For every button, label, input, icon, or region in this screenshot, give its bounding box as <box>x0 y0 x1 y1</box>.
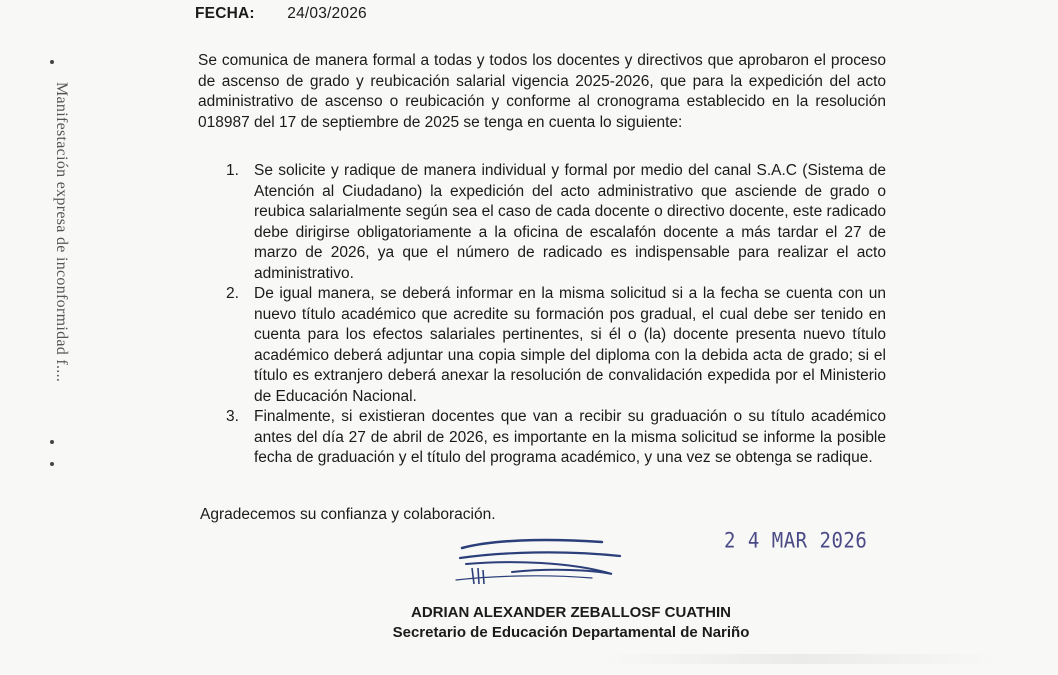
list-item <box>226 161 886 284</box>
margin-bullet <box>50 60 54 64</box>
list-item-text: Se solicite y radique de manera individual y formal por medio del canal S.A.C (Sistema de Atención al Ciudadano) la expedición del acto administrativo que asciende de grado o reubica salarialmente según sea el caso de cada docente o directivo docente, este radicado debe dirigirse obligatoriamente a la oficina de escalafón docente a más tardar el 27 de marzo de 2026, ya que el número de radicado es indispensable para realizar el acto administrativo. <box>254 162 886 282</box>
margin-note: Manifestación expresa de inconformidad f.... <box>53 82 70 383</box>
closing-line: Agradecemos su confianza y colaboración. <box>200 506 496 523</box>
list-item <box>226 284 886 407</box>
date-value: 24/03/2026 <box>287 5 367 22</box>
list-item <box>226 407 886 469</box>
signature-image <box>452 534 652 590</box>
list-item-text: De igual manera, se deberá informar en la misma solicitud si a la fecha se cuenta con un nuevo título académico que acredite su formación pos gradual, el cual debe ser tenido en cuenta para los efectos salariales pertinentes, si él o (la) docente presenta nuevo título académico deberá adjuntar una copia simple del diploma con la debida acta de grado; si el título es extranjero deberá anexar la resolución de convalidación expedida por el Ministerio de Educación Nacional. <box>254 285 886 405</box>
received-date-stamp: 2 4 MAR 2026 <box>724 528 868 554</box>
list-item-text: Finalmente, si existieran docentes que van a recibir su graduación o su título académico antes del día 27 de abril de 2026, es importante en la misma solicitud se informe la posible fecha de graduación y el título del programa académico, y una vez se obtenga se radique. <box>254 408 886 466</box>
list-item-number: 1. <box>226 162 239 179</box>
date-label: FECHA: <box>195 5 255 22</box>
signer-name: ADRIAN ALEXANDER ZEBALLOSF CUATHIN <box>411 604 731 621</box>
signer-role: Secretario de Educación Departamental de Nariño <box>392 624 750 641</box>
date-line <box>195 5 367 23</box>
list-item-number: 3. <box>226 408 239 425</box>
intro-paragraph: Se comunica de manera formal a todas y todos los docentes y directivos que aprobaron el proceso de ascenso de grado y reubicación salarial vigencia 2025-2026, que para la expedición del acto administrativo de ascenso o reubicación y conforme al cronograma establecido en la resolución 018987 del 17 de septiembre de 2025 se tenga en cuenta lo siguiente: <box>198 52 886 131</box>
instruction-list <box>226 161 886 469</box>
scan-shadow <box>600 654 1000 664</box>
list-item-number: 2. <box>226 285 239 302</box>
margin-bullet <box>50 440 54 444</box>
margin-bullet <box>50 462 54 466</box>
